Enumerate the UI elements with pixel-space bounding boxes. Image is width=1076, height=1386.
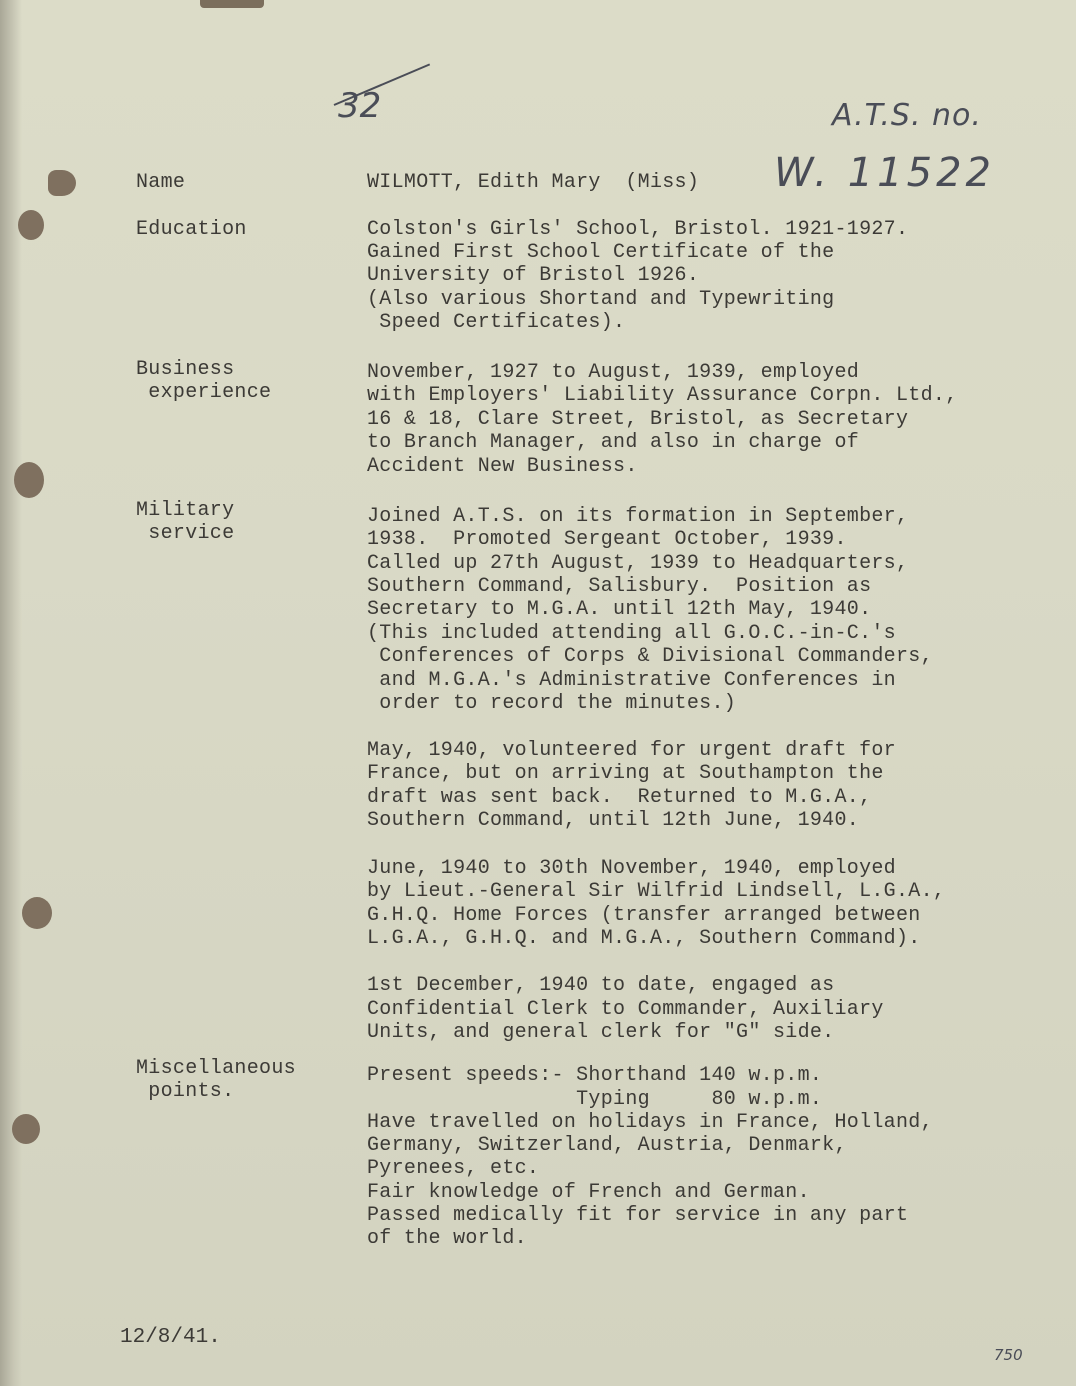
- military-line: 1938. Promoted Sergeant October, 1939.: [367, 528, 847, 551]
- military-label: Military: [136, 499, 235, 522]
- business-line: 16 & 18, Clare Street, Bristol, as Secretary: [367, 408, 909, 431]
- military-line: Southern Command, Salisbury. Position as: [367, 575, 872, 598]
- military-line: (This included attending all G.O.C.-in-C.'s: [367, 622, 896, 645]
- misc-label: Miscellaneous: [136, 1057, 296, 1080]
- name-label: Name: [136, 171, 186, 194]
- document-date: 12/8/41.: [120, 1326, 221, 1349]
- punch-hole: [22, 897, 52, 929]
- education-line: Colston's Girls' School, Bristol. 1921-1927.: [367, 218, 909, 241]
- business-line: with Employers' Liability Assurance Corpn. Ltd.,: [367, 384, 958, 407]
- military-line: 1st December, 1940 to date, engaged as: [367, 974, 835, 997]
- punch-hole: [12, 1114, 40, 1144]
- handwritten-corner-mark: 750: [994, 1346, 1023, 1364]
- misc-line: Typing 80 w.p.m.: [367, 1088, 823, 1111]
- misc-line: Present speeds:- Shorthand 140 w.p.m.: [367, 1064, 823, 1087]
- handwritten-number: 32: [338, 86, 382, 126]
- military-line: May, 1940, volunteered for urgent draft for: [367, 739, 896, 762]
- handwritten-service-number: W. 11522: [774, 150, 995, 196]
- binder-tab: [200, 0, 264, 8]
- misc-line: Germany, Switzerland, Austria, Denmark,: [367, 1134, 847, 1157]
- military-line: order to record the minutes.): [367, 692, 737, 715]
- misc-label: points.: [136, 1080, 235, 1103]
- business-line: Accident New Business.: [367, 455, 638, 478]
- military-line: Secretary to M.G.A. until 12th May, 1940.: [367, 598, 872, 621]
- military-label: service: [136, 522, 235, 545]
- punch-hole: [48, 170, 76, 196]
- handwritten-ats-label: A.T.S. no.: [832, 98, 982, 133]
- education-line: Speed Certificates).: [367, 311, 626, 334]
- military-line: Units, and general clerk for "G" side.: [367, 1021, 835, 1044]
- military-line: by Lieut.-General Sir Wilfrid Lindsell, L.G.A.,: [367, 880, 946, 903]
- military-line: G.H.Q. Home Forces (transfer arranged between: [367, 904, 921, 927]
- business-label: Business: [136, 358, 235, 381]
- business-line: to Branch Manager, and also in charge of: [367, 431, 860, 454]
- military-line: and M.G.A.'s Administrative Conferences in: [367, 669, 896, 692]
- military-line: Called up 27th August, 1939 to Headquarters,: [367, 552, 909, 575]
- military-line: Southern Command, until 12th June, 1940.: [367, 809, 860, 832]
- military-line: Conferences of Corps & Divisional Commanders,: [367, 645, 933, 668]
- punch-hole: [18, 210, 44, 240]
- misc-line: Passed medically fit for service in any part: [367, 1204, 909, 1227]
- military-line: L.G.A., G.H.Q. and M.G.A., Southern Command).: [367, 927, 921, 950]
- misc-line: Fair knowledge of French and German.: [367, 1181, 810, 1204]
- pencil-stroke: [334, 63, 431, 105]
- education-line: University of Bristol 1926.: [367, 264, 700, 287]
- education-line: Gained First School Certificate of the: [367, 241, 835, 264]
- military-line: Confidential Clerk to Commander, Auxiliary: [367, 998, 884, 1021]
- punch-hole: [14, 462, 44, 498]
- education-line: (Also various Shortand and Typewriting: [367, 288, 835, 311]
- education-label: Education: [136, 218, 247, 241]
- misc-line: Pyrenees, etc.: [367, 1157, 540, 1180]
- military-line: draft was sent back. Returned to M.G.A.,: [367, 786, 872, 809]
- business-label: experience: [136, 381, 272, 404]
- military-line: France, but on arriving at Southampton the: [367, 762, 884, 785]
- business-line: November, 1927 to August, 1939, employed: [367, 361, 860, 384]
- military-line: Joined A.T.S. on its formation in September,: [367, 505, 909, 528]
- misc-line: of the world.: [367, 1227, 527, 1250]
- name-value: WILMOTT, Edith Mary (Miss): [367, 171, 700, 194]
- misc-line: Have travelled on holidays in France, Holland,: [367, 1111, 933, 1134]
- military-line: June, 1940 to 30th November, 1940, employed: [367, 857, 896, 880]
